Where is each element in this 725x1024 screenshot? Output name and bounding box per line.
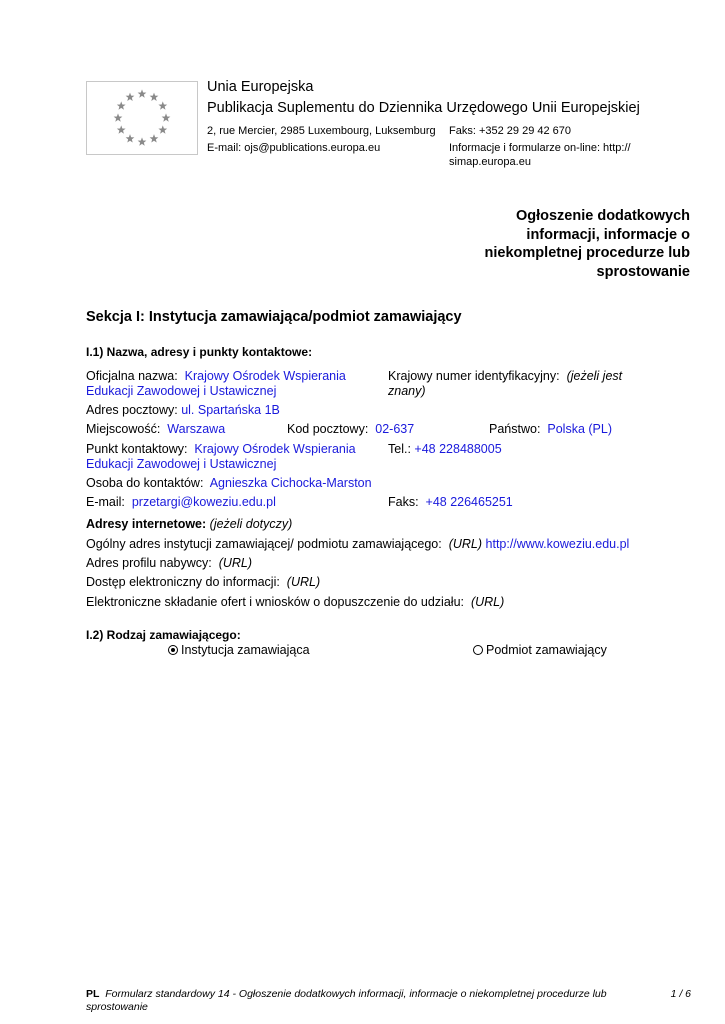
header-email: E-mail: ojs@publications.europa.eu (207, 142, 381, 154)
electronic-access (86, 575, 320, 590)
tel-value: +48 228488005 (414, 442, 502, 456)
star-icon (138, 137, 147, 145)
email-label: E-mail: (86, 495, 125, 509)
star-icon (150, 93, 159, 101)
town-value: Warszawa (167, 422, 226, 436)
footer (86, 988, 696, 1014)
national-id-note: (jeżeli jest (566, 369, 623, 383)
electronic-access-label: Dostęp elektroniczny do informacji: (86, 575, 280, 589)
town-label: Miejscowość: (86, 422, 161, 436)
radio-unchecked-icon[interactable] (473, 645, 483, 655)
country (489, 422, 612, 437)
general-address-link[interactable]: http://www.koweziu.edu.pl (485, 537, 630, 551)
star-icon (162, 113, 171, 121)
header-info (449, 141, 631, 169)
general-address (86, 537, 629, 552)
notice-title-line: sprostowanie (596, 263, 690, 280)
star-icon (117, 101, 126, 109)
postal-code-value: 02-637 (375, 422, 415, 436)
national-id-label: Krajowy numer identyfikacyjny: (388, 369, 560, 383)
internet-heading (86, 517, 292, 532)
notice-title (450, 207, 690, 281)
tel (388, 442, 502, 457)
postal-address (86, 403, 280, 418)
electronic-access-url-label: (URL) (286, 575, 321, 589)
town (86, 422, 225, 437)
tel-label: Tel.: (388, 442, 411, 456)
eu-flag-icon (86, 81, 198, 155)
star-icon (126, 134, 135, 142)
electronic-submission-url-label: (URL) (470, 595, 505, 609)
postal-address-label: Adres pocztowy: (86, 403, 178, 417)
footer-lang: PL (86, 988, 100, 1000)
general-address-url-label: (URL) (448, 537, 483, 551)
radio-option-contracting-authority[interactable] (168, 643, 310, 658)
header-fax: Faks: +352 29 29 42 670 (449, 125, 572, 137)
contact-person-label: Osoba do kontaktów: (86, 476, 204, 490)
header-info-line1: Informacje i formularze on-line: http:// (449, 142, 631, 154)
buyer-profile-label: Adres profilu nabywcy: (86, 556, 212, 570)
fax (388, 495, 513, 510)
electronic-submission (86, 595, 504, 610)
star-icon (117, 125, 126, 133)
contact-person-value: Agnieszka Cichocka-Marston (209, 476, 372, 490)
header-org: Unia Europejska (207, 79, 314, 95)
star-icon (158, 101, 167, 109)
header-address: 2, rue Mercier, 2985 Luxembourg, Luksemburg (207, 125, 436, 137)
country-label: Państwo: (489, 422, 541, 436)
fax-label: Faks: (388, 495, 419, 509)
radio-option-contracting-entity[interactable] (473, 643, 607, 658)
star-icon (158, 125, 167, 133)
electronic-submission-label: Elektroniczne składanie ofert i wniosków o dopuszczenie do udziału: (86, 595, 464, 609)
radio-option-label: Podmiot zamawiający (486, 643, 607, 657)
official-name-value: Krajowy Ośrodek Wspierania (184, 369, 346, 383)
official-name-value-line2: Edukacji Zawodowej i Ustawicznej (86, 384, 277, 398)
star-icon (150, 134, 159, 142)
star-icon (114, 113, 123, 121)
radio-checked-icon[interactable] (168, 645, 178, 655)
contact-point (86, 442, 376, 472)
notice-title-line: niekompletnej procedurze lub (484, 245, 690, 261)
national-id (388, 369, 628, 399)
postal-code-label: Kod pocztowy: (287, 422, 369, 436)
official-name (86, 369, 376, 399)
radio-option-label: Instytucja zamawiająca (181, 643, 310, 657)
header-info-line2: simap.europa.eu (449, 156, 531, 168)
postal-code (287, 422, 414, 437)
star-icon (138, 89, 147, 97)
i1-heading: I.1) Nazwa, adresy i punkty kontaktowe: (86, 345, 313, 359)
contact-point-label: Punkt kontaktowy: (86, 442, 188, 456)
email (86, 495, 276, 510)
contact-person (86, 476, 372, 491)
contact-point-value: Krajowy Ośrodek Wspierania (194, 442, 356, 456)
official-name-label: Oficjalna nazwa: (86, 369, 178, 383)
footer-form-line1: Formularz standardowy 14 - Ogłoszenie dodatkowych informacji, informacje o niekompletnej procedurze lub (105, 988, 607, 1000)
buyer-profile (86, 556, 252, 571)
general-address-label: Ogólny adres instytucji zamawiającej/ podmiotu zamawiającego: (86, 537, 442, 551)
eu-stars-circle (87, 82, 197, 154)
fax-value: +48 226465251 (425, 495, 513, 509)
section-title: Sekcja I: Instytucja zamawiająca/podmiot zamawiający (86, 309, 462, 325)
postal-address-value: ul. Spartańska 1B (181, 403, 280, 417)
footer-page-number: 1 / 6 (670, 988, 691, 1000)
email-value: przetargi@koweziu.edu.pl (131, 495, 276, 509)
notice-title-line: Ogłoszenie dodatkowych (515, 208, 690, 224)
internet-heading-note: (jeżeli dotyczy) (209, 517, 293, 531)
internet-heading-label: Adresy internetowe: (86, 517, 207, 531)
buyer-profile-url-label: (URL) (218, 556, 253, 570)
star-icon (126, 93, 135, 101)
header-publication: Publikacja Suplementu do Dziennika Urzędowego Unii Europejskiej (207, 100, 640, 116)
notice-title-line: informacji, informacje o (526, 226, 690, 243)
footer-form-line2: sprostowanie (86, 1001, 148, 1013)
i2-heading: I.2) Rodzaj zamawiającego: (86, 628, 241, 642)
contact-point-value-line2: Edukacji Zawodowej i Ustawicznej (86, 457, 277, 471)
country-value: Polska (PL) (547, 422, 612, 436)
national-id-note-line2: znany) (388, 384, 426, 398)
